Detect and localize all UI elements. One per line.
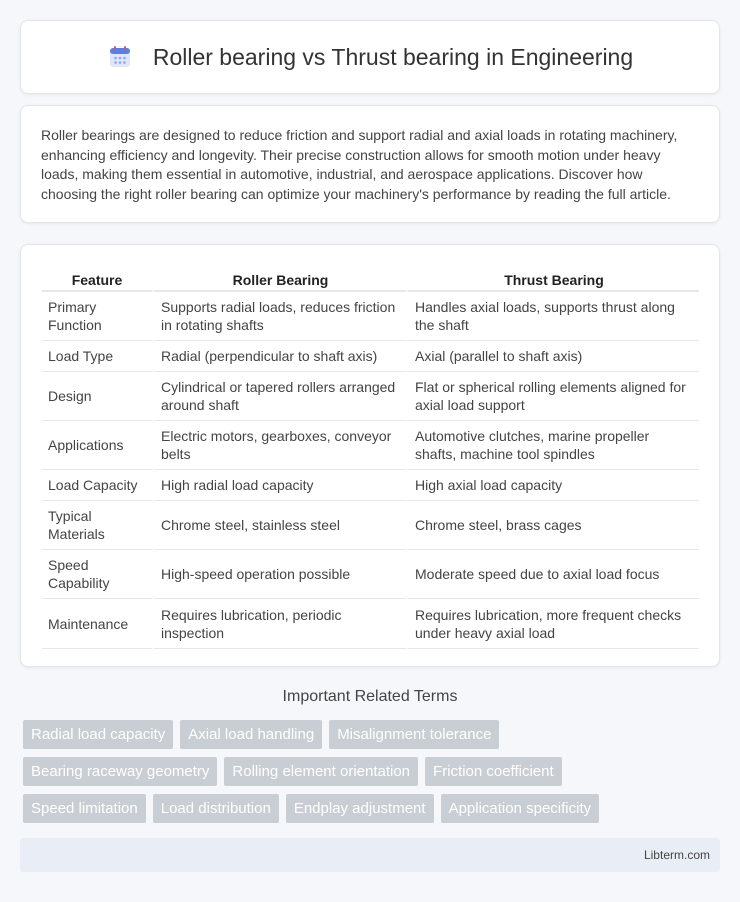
thrust-cell: Flat or spherical rolling elements aligned for axial load support bbox=[406, 372, 699, 421]
header-feature: Feature bbox=[42, 265, 152, 292]
title-card bbox=[20, 20, 720, 94]
roller-cell: High radial load capacity bbox=[152, 470, 406, 501]
table-row bbox=[42, 599, 699, 649]
thrust-cell: Chrome steel, brass cages bbox=[406, 501, 699, 550]
related-terms-list bbox=[23, 720, 723, 831]
tag-row bbox=[23, 720, 723, 749]
tag-radial-load-capacity[interactable]: Radial load capacity bbox=[23, 720, 173, 749]
comparison-card bbox=[20, 244, 720, 667]
table-row bbox=[42, 470, 699, 501]
thrust-cell: High axial load capacity bbox=[406, 470, 699, 501]
tag-misalignment-tolerance[interactable]: Misalignment tolerance bbox=[329, 720, 499, 749]
page-title: Roller bearing vs Thrust bearing in Engineering bbox=[152, 43, 634, 70]
feature-cell: Speed Capability bbox=[42, 550, 152, 599]
feature-cell: Load Type bbox=[42, 341, 152, 372]
table-row bbox=[42, 550, 699, 599]
thrust-cell: Automotive clutches, marine propeller shafts, machine tool spindles bbox=[406, 421, 699, 470]
roller-cell: Supports radial loads, reduces friction in rotating shafts bbox=[152, 292, 406, 341]
header-roller-bearing: Roller Bearing bbox=[152, 265, 406, 292]
footer bbox=[20, 838, 720, 872]
tag-rolling-element-orientation[interactable]: Rolling element orientation bbox=[224, 757, 418, 786]
feature-cell: Primary Function bbox=[42, 292, 152, 341]
table-row bbox=[42, 501, 699, 550]
tag-axial-load-handling[interactable]: Axial load handling bbox=[180, 720, 322, 749]
comparison-table bbox=[42, 265, 699, 649]
feature-cell: Applications bbox=[42, 421, 152, 470]
tag-bearing-raceway-geometry[interactable]: Bearing raceway geometry bbox=[23, 757, 217, 786]
intro-card bbox=[20, 105, 720, 223]
table-row bbox=[42, 372, 699, 421]
thrust-cell: Requires lubrication, more frequent checks under heavy axial load bbox=[406, 599, 699, 649]
feature-cell: Maintenance bbox=[42, 599, 152, 649]
header-thrust-bearing: Thrust Bearing bbox=[406, 265, 699, 292]
roller-cell: Cylindrical or tapered rollers arranged around shaft bbox=[152, 372, 406, 421]
thrust-cell: Axial (parallel to shaft axis) bbox=[406, 341, 699, 372]
table-row bbox=[42, 421, 699, 470]
footer-site-link[interactable]: Libterm.com bbox=[643, 848, 710, 862]
tag-friction-coefficient[interactable]: Friction coefficient bbox=[425, 757, 562, 786]
roller-cell: Radial (perpendicular to shaft axis) bbox=[152, 341, 406, 372]
roller-cell: High-speed operation possible bbox=[152, 550, 406, 599]
thrust-cell: Moderate speed due to axial load focus bbox=[406, 550, 699, 599]
roller-cell: Electric motors, gearboxes, conveyor belts bbox=[152, 421, 406, 470]
tag-load-distribution[interactable]: Load distribution bbox=[153, 794, 279, 823]
feature-cell: Load Capacity bbox=[42, 470, 152, 501]
feature-cell: Design bbox=[42, 372, 152, 421]
table-row bbox=[42, 341, 699, 372]
related-terms-heading: Important Related Terms bbox=[282, 688, 458, 705]
tag-row bbox=[23, 794, 723, 823]
intro-paragraph: Roller bearings are designed to reduce friction and support radial and axial loads in rotating machinery, enhancing efficiency and longevity. Their precise construction allows for smooth motion under heavy loads, making them essential in automotive, industrial, and aerospace applications. Discover how choosing the right roller bearing can optimize your machinery's performance by reading the full article. bbox=[41, 127, 678, 202]
table-row bbox=[42, 292, 699, 341]
feature-cell: Typical Materials bbox=[42, 501, 152, 550]
thrust-cell: Handles axial loads, supports thrust along the shaft bbox=[406, 292, 699, 341]
calendar-icon bbox=[107, 44, 133, 70]
tag-application-specificity[interactable]: Application specificity bbox=[441, 794, 600, 823]
tag-row bbox=[23, 757, 723, 786]
tag-speed-limitation[interactable]: Speed limitation bbox=[23, 794, 146, 823]
roller-cell: Requires lubrication, periodic inspection bbox=[152, 599, 406, 649]
tag-endplay-adjustment[interactable]: Endplay adjustment bbox=[286, 794, 434, 823]
roller-cell: Chrome steel, stainless steel bbox=[152, 501, 406, 550]
